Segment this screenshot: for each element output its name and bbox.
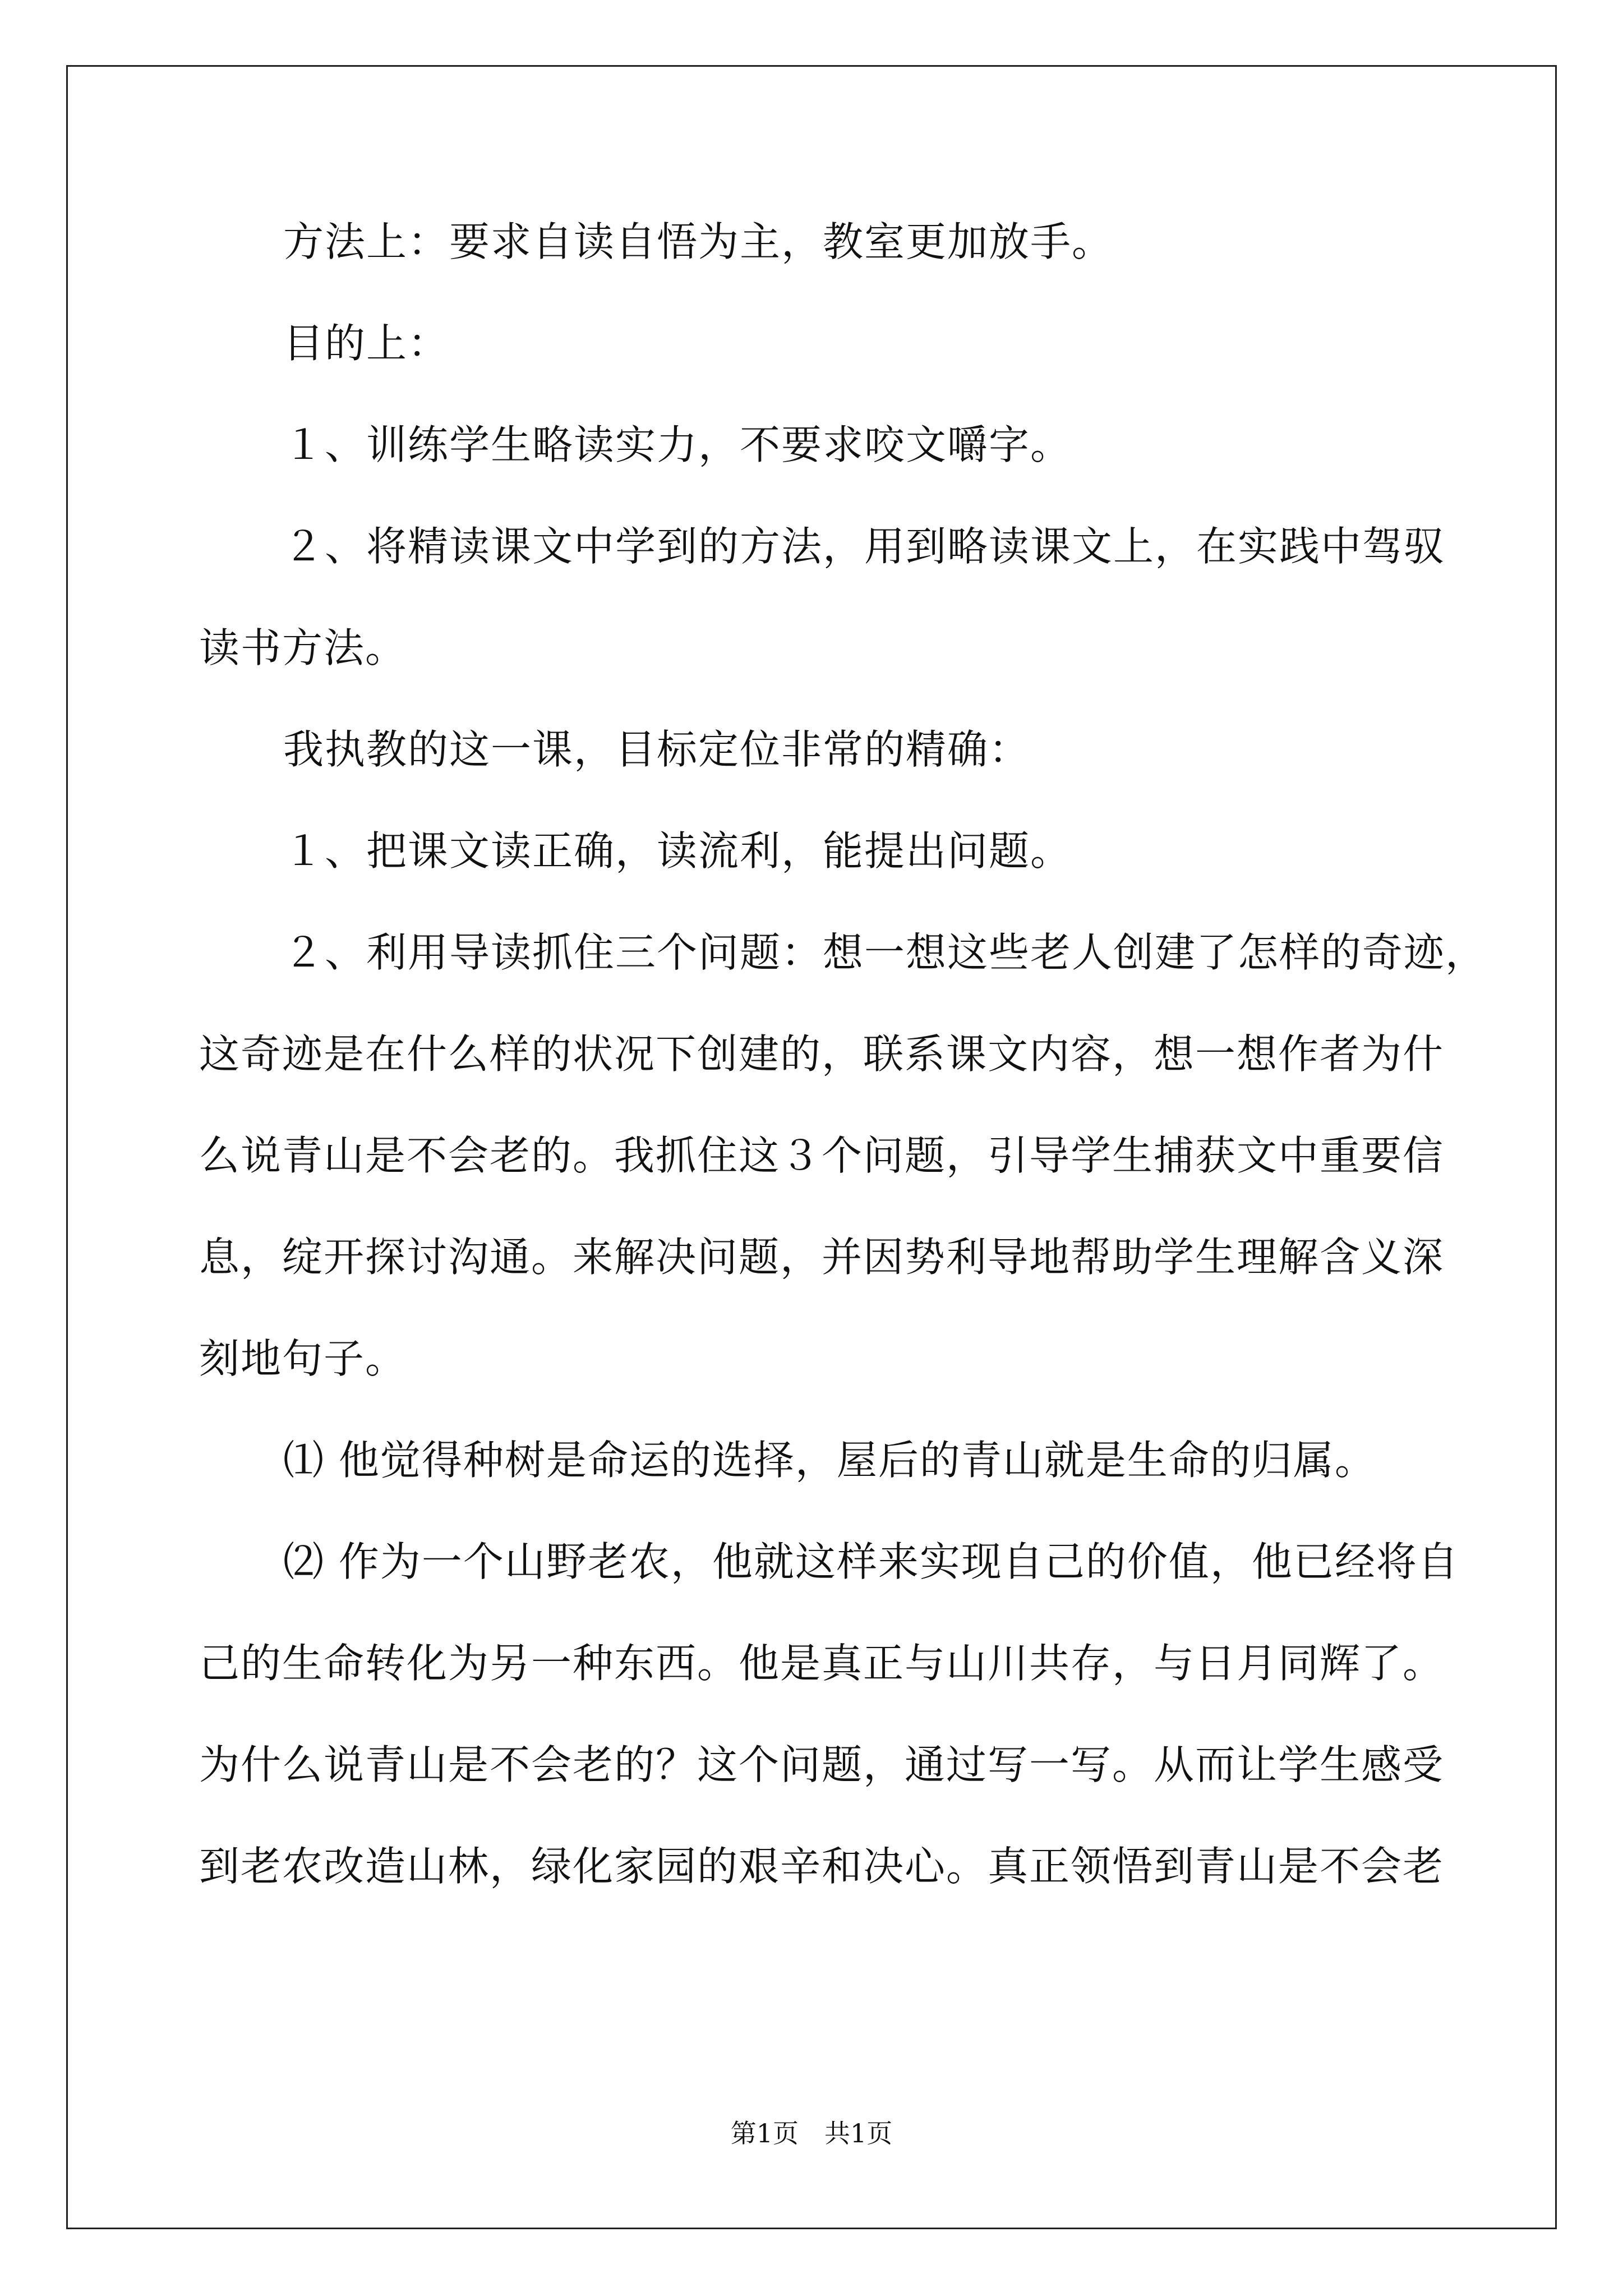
- text-line: １、把课文读正确，读流利，能提出问题。: [283, 827, 1072, 875]
- text-line: 读书方法。: [199, 624, 407, 671]
- text-line: 这奇迹是在什么样的状况下创建的，联系课文内容，想一想作者为什: [199, 1030, 1445, 1078]
- text-line: 息，绽开探讨沟通。来解决问题，并因势利导地帮助学生理解含义深: [199, 1234, 1445, 1281]
- text-line: １、训练学生略读实力，不要求咬文嚼字。: [283, 421, 1072, 468]
- text-line: ２、将精读课文中学到的方法，用到略读课文上，在实践中驾驭: [283, 523, 1446, 570]
- text-line: 么说青山是不会老的。我抓住这３个问题，引导学生捕获文中重要信: [199, 1132, 1445, 1179]
- text-line: 我执教的这一课，目标定位非常的精确：: [283, 726, 1031, 773]
- text-line: 为什么说青山是不会老的？这个问题，通过写一写。从而让学生感受: [199, 1741, 1445, 1788]
- page-footer: 第1页 共1页: [730, 2118, 893, 2148]
- text-line: 目的上：: [283, 320, 450, 367]
- text-line: 刻地句子。: [199, 1335, 407, 1382]
- text-line: 方法上：要求自读自悟为主，教室更加放手。: [283, 218, 1114, 265]
- text-line: ２、利用导读抓住三个问题：想一想这些老人创建了怎样的奇迹，: [283, 929, 1487, 976]
- text-line: 到老农改造山林，绿化家园的艰辛和决心。真正领悟到青山是不会老: [199, 1843, 1445, 1890]
- text-line: 己的生命转化为另一种东西。他是真正与山川共存，与日月同辉了。: [199, 1640, 1445, 1687]
- text-line: ⑴ 他觉得种树是命运的选择，屋后的青山就是生命的归属。: [283, 1437, 1376, 1484]
- text-line: ⑵ 作为一个山野老农，他就这样来实现自己的价值，他已经将自: [283, 1538, 1459, 1585]
